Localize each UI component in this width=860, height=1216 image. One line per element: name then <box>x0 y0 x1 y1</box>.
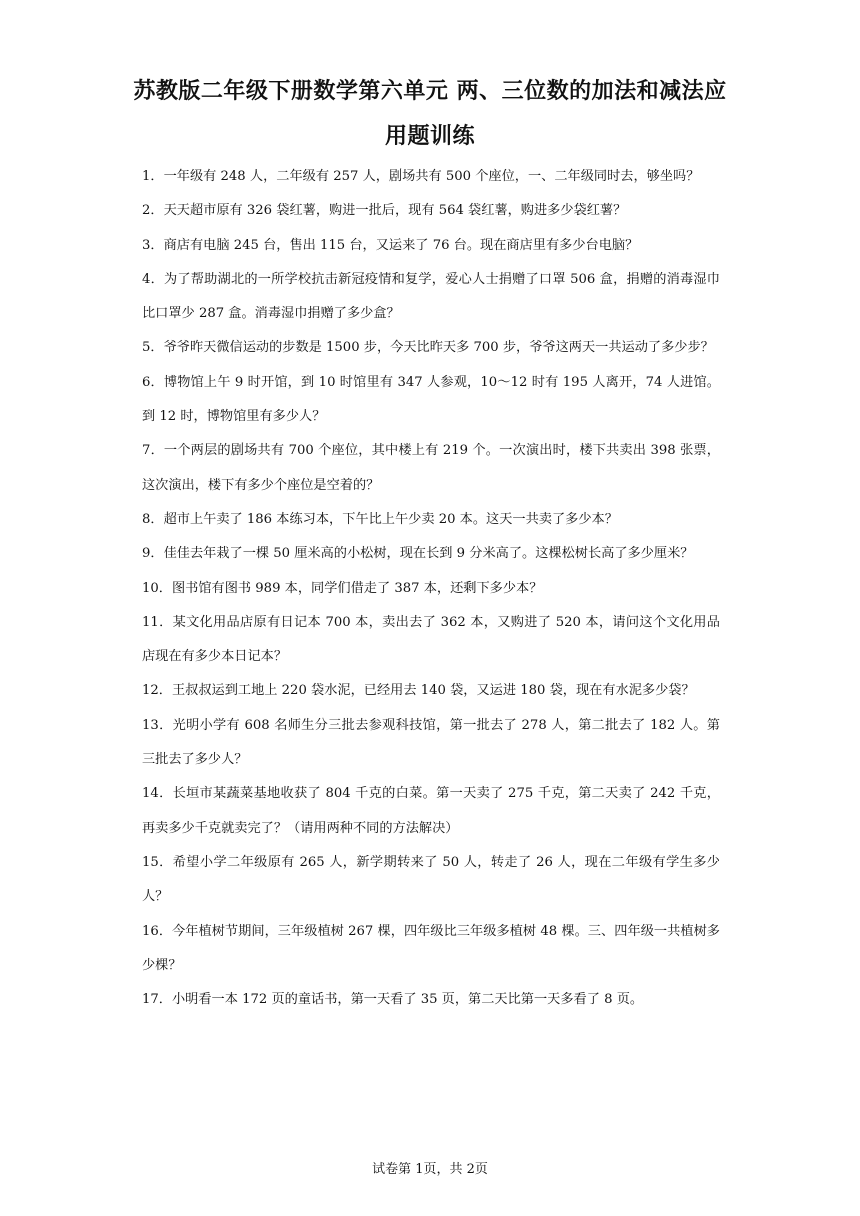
question-item: 11．某文化用品店原有日记本 700 本，卖出去了 362 本，又购进了 520 本，请问这个文化用品店现在有多少本日记本？ <box>142 614 720 665</box>
question-item: 13．光明小学有 608 名师生分三批去参观科技馆，第一批去了 278 人，第二批去了 182 人。第三批去了多少人？ <box>142 717 720 768</box>
question-item: 17．小明看一本 172 页的童话书，第一天看了 35 页，第二天比第一天多看了 8 页。 <box>142 992 644 1008</box>
question-item: 5．爷爷昨天微信运动的步数是 1500 步，今天比昨天多 700 步，爷爷这两天一共运动了多少步？ <box>142 340 714 356</box>
question-item: 10．图书馆有图书 989 本，同学们借走了 387 本，还剩下多少本？ <box>142 580 543 596</box>
question-item: 2．天天超市原有 326 袋红薯，购进一批后，现有 564 袋红薯，购进多少袋红薯？ <box>142 203 627 219</box>
question-item: 12．王叔叔运到工地上 220 袋水泥，已经用去 140 袋，又运进 180 袋，现在有水泥多少袋？ <box>142 683 695 699</box>
question-item: 7．一个两层的剧场共有 700 个座位，其中楼上有 219 个。一次演出时，楼下共卖出 398 张票，这次演出，楼下有多少个座位是空着的？ <box>142 443 720 493</box>
question-item: 3．商店有电脑 245 台，售出 115 台，又运来了 76 台。现在商店里有多少台电脑？ <box>142 237 639 253</box>
question-item: 4．为了帮助湖北的一所学校抗击新冠疫情和复学，爱心人士捐赠了口罩 506 盒，捐赠的消毒湿巾比口罩少 287 盒。消毒湿巾捐赠了多少盒？ <box>142 271 720 322</box>
page-footer: 试卷第 1页，共 2页 <box>372 1162 488 1177</box>
question-item: 16．今年植树节期间，三年级植树 267 棵，四年级比三年级多植树 48 棵。三、四年级一共植树多少棵？ <box>142 923 720 973</box>
question-item: 8．超市上午卖了 186 本练习本，下午比上午少卖 20 本。这天一共卖了多少本？ <box>142 511 618 527</box>
question-list <box>142 160 720 1017</box>
question-item: 1．一年级有 248 人，二年级有 257 人，剧场共有 500 个座位，一、二年级同时去，够坐吗？ <box>142 169 700 184</box>
question-item: 6．博物馆上午 9 时开馆，到 10 时馆里有 347 人参观，10～12 时有 195 人离开，74 人进馆。到 12 时，博物馆里有多少人？ <box>142 374 720 425</box>
question-item: 15．希望小学二年级原有 265 人，新学期转来了 50 人，转走了 26 人，现在二年级有学生多少人？ <box>142 854 720 905</box>
document-title-line-1: 苏教版二年级下册数学第六单元 两、三位数的加法和减法应 <box>133 79 727 104</box>
question-item: 14．长垣市某蔬菜基地收获了 804 千克的白菜。第一天卖了 275 千克，第二天卖了 242 千克，再卖多少千克就卖完了？（请用两种不同的方法解决） <box>142 786 720 836</box>
document-title-line-2: 用题训练 <box>384 124 475 149</box>
question-item: 9．佳佳去年栽了一棵 50 厘米高的小松树，现在长到 9 分米高了。这棵松树长高了多少厘米？ <box>142 546 694 562</box>
